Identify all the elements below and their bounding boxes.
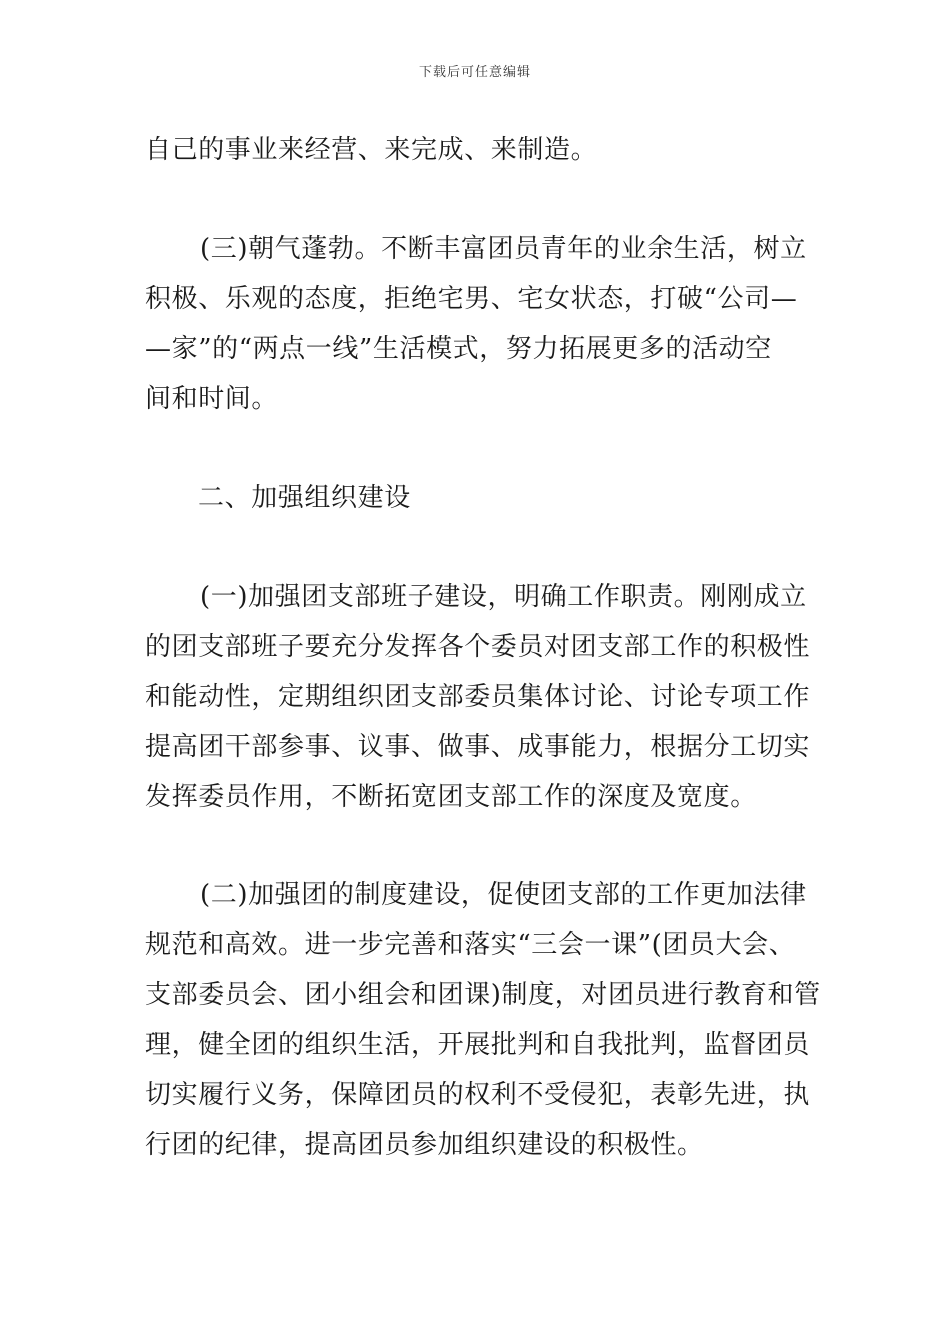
paragraph-line: 理，健全团的组织生活，开展批判和自我批判，监督团员 [145,1030,811,1060]
paragraph-line: 自己的事业来经营、来完成、来制造。 [145,135,598,165]
paragraph-line: (三)朝气蓬勃。不断丰富团员青年的业余生活，树立 [200,234,807,264]
paragraph-line: (二)加强团的制度建设，促使团支部的工作更加法律 [200,880,807,910]
paragraph-line: 的团支部班子要充分发挥各个委员对团支部工作的积极性 [145,632,811,662]
paragraph-line: 规范和高效。进一步完善和落实“三会一课”(团员大会、 [145,930,796,960]
paragraph-line: (一)加强团支部班子建设，明确工作职责。刚刚成立 [200,582,807,612]
paragraph-line: 和能动性，定期组织团支部委员集体讨论、讨论专项工作 [145,682,811,712]
paragraph-line: 行团的纪律，提高团员参加组织建设的积极性。 [145,1130,704,1160]
paragraph-line: 切实履行义务，保障团员的权利不受侵犯，表彰先进，执 [145,1080,811,1110]
paragraph-line: 积极、乐观的态度，拒绝宅男、宅女状态，打破“公司— [145,284,798,314]
paragraph-line: 间和时间。 [145,384,279,414]
paragraph-line: 支部委员会、团小组会和团课)制度，对团员进行教育和管 [145,980,821,1010]
section-heading: 二、加强组织建设 [198,483,411,513]
paragraph-line: —家”的“两点一线”生活模式，努力拓展更多的活动空 [145,334,772,364]
paragraph-line: 提高团干部参事、议事、做事、成事能力，根据分工切实 [145,732,811,762]
paragraph-line: 发挥委员作用，不断拓宽团支部工作的深度及宽度。 [145,782,757,812]
page-header: 下载后可任意编辑 [418,65,531,80]
